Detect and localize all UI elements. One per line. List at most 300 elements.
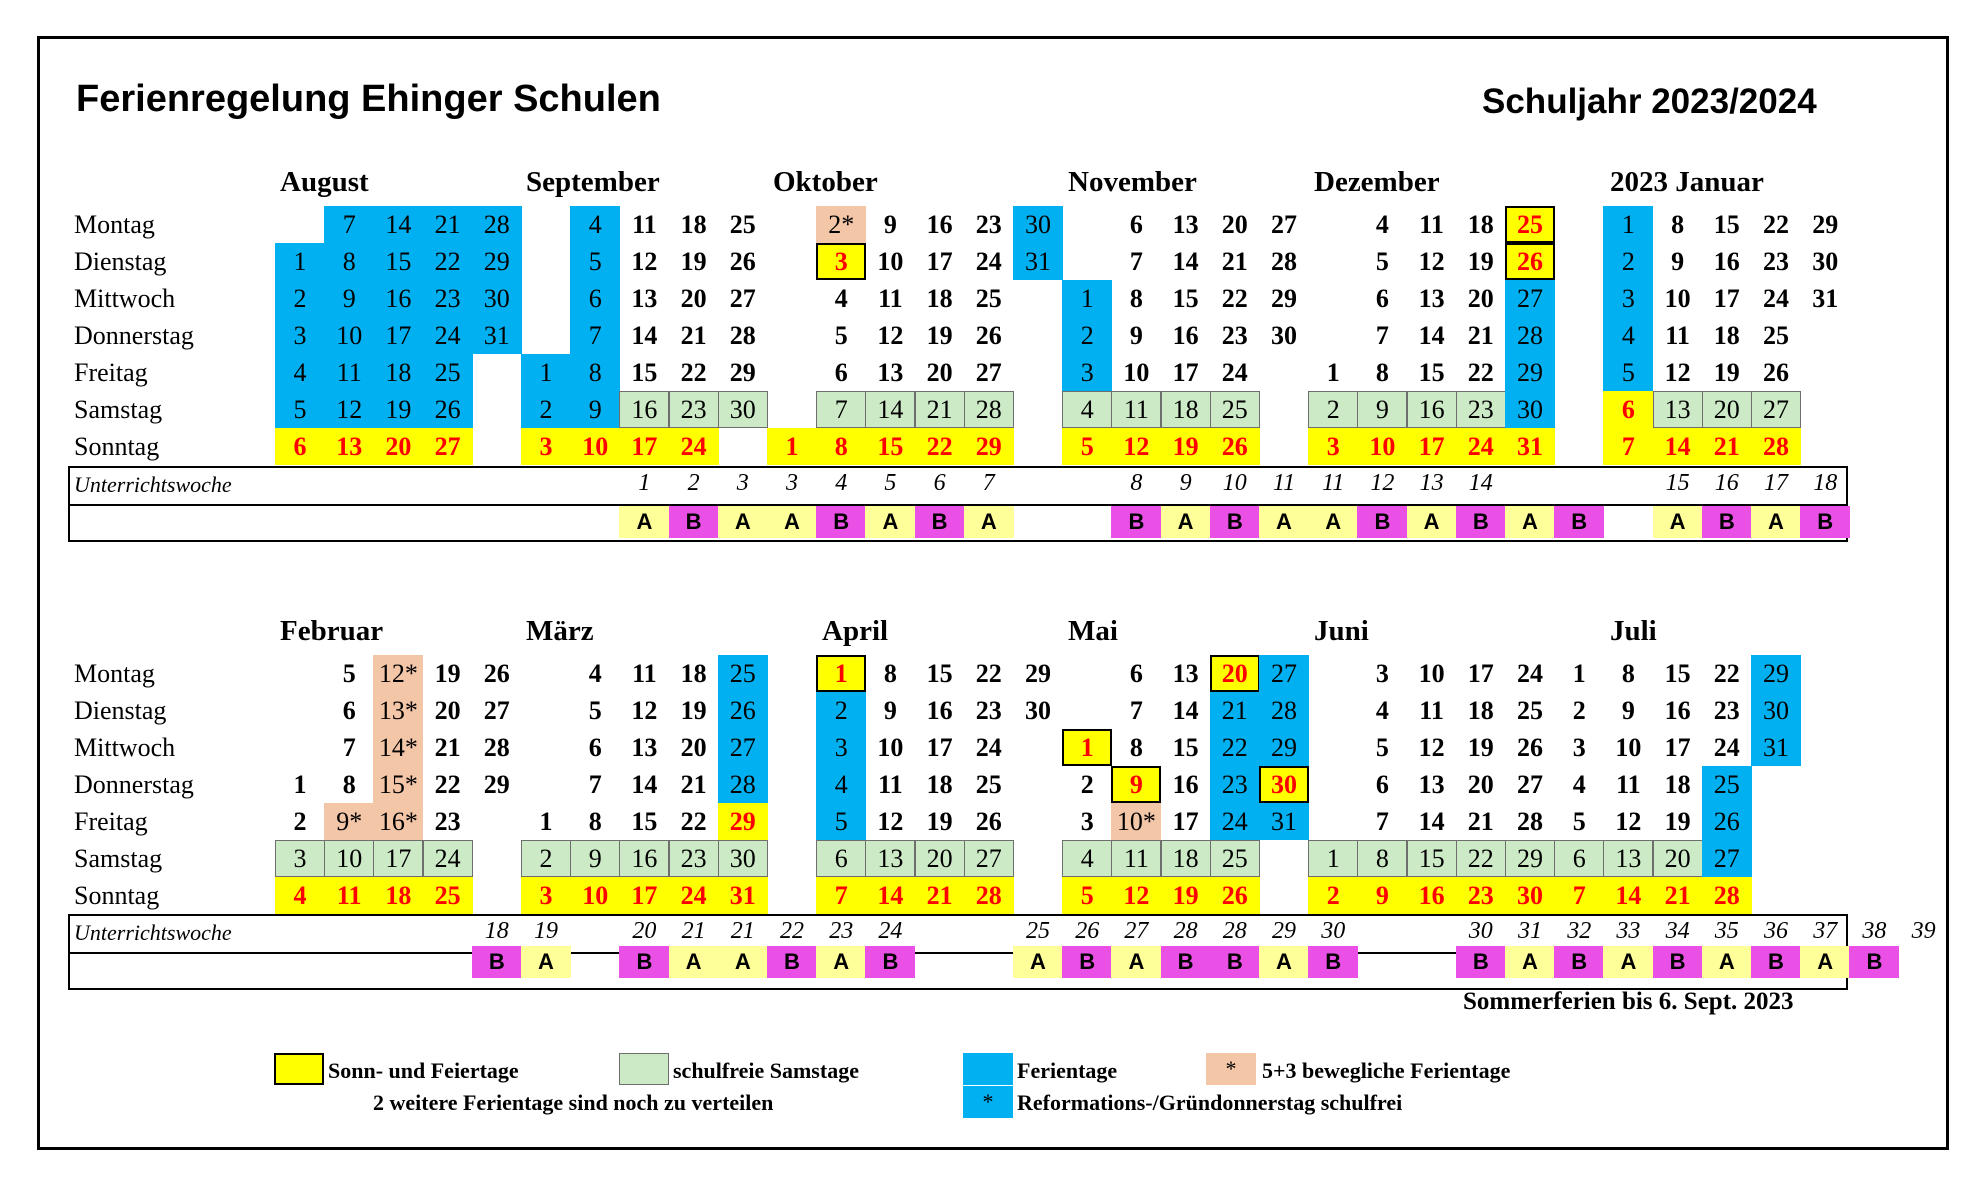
day-cell-school-day: 15: [1418, 357, 1445, 387]
day-cell-school-day: 10: [1418, 658, 1445, 688]
day-cell-school-day: 26: [1517, 732, 1543, 762]
page-title: Ferienregelung Ehinger Schulen: [76, 78, 661, 120]
day-cell-vacation-day: 4: [570, 206, 620, 243]
day-cell-school-day: 13: [631, 732, 658, 762]
month-label: 2023 Januar: [1610, 166, 1764, 198]
day-cell-school-day: 9: [1671, 246, 1685, 276]
week-number: 5: [884, 470, 897, 496]
day-cell-school-day: 3: [1375, 658, 1389, 688]
legend-label-reformation: Reformations-/Gründonnerstag schulfrei: [1017, 1090, 1403, 1115]
weekday-label: Mittwoch: [74, 733, 176, 762]
day-cell-sunday-holiday: 28: [1751, 428, 1801, 465]
day-cell-school-day: 13: [877, 357, 904, 387]
day-cell-free-saturday: 30: [718, 391, 768, 428]
day-cell-school-day: 7: [342, 732, 356, 762]
week-number: 28: [1222, 918, 1247, 944]
day-cell-sunday-holiday: 14: [865, 877, 915, 914]
day-cell-sunday-holiday: 10: [570, 428, 620, 465]
day-cell-free-saturday: 27: [964, 840, 1014, 877]
day-cell-vacation-day: 5: [275, 391, 325, 428]
day-cell-school-day: 10: [877, 246, 904, 276]
day-cell-sunday-holiday: 1: [767, 428, 817, 465]
day-cell-free-saturday: 4: [1062, 840, 1112, 877]
day-cell-school-day: 14: [631, 769, 658, 799]
day-cell-school-day: 8: [883, 658, 897, 688]
weekday-label: Freitag: [74, 807, 148, 836]
day-cell-free-saturday: 30: [718, 840, 768, 877]
day-cell-vacation-day: 2: [1062, 317, 1112, 354]
day-cell-sunday-holiday: 3: [1308, 428, 1358, 465]
week-type-a: A: [718, 946, 768, 978]
day-cell-vacation-day: 22: [423, 243, 473, 280]
day-cell-vacation-day: 30: [1751, 692, 1801, 729]
day-cell-school-day: 9: [1621, 695, 1635, 725]
day-cell-vacation-day: 1: [275, 243, 325, 280]
day-cell-school-day: 19: [1467, 732, 1494, 762]
day-cell-school-day: 1: [293, 769, 307, 799]
day-cell-free-saturday: 18: [1161, 840, 1211, 877]
day-cell-school-day: 4: [1375, 209, 1389, 239]
day-cell-vacation-day: 1: [521, 354, 571, 391]
week-number: 28: [1173, 918, 1198, 944]
day-cell-free-saturday: 22: [1456, 840, 1506, 877]
day-cell-school-day: 28: [1271, 246, 1297, 276]
day-cell-school-day: 29: [1271, 283, 1297, 313]
day-cell-school-day: 20: [680, 732, 707, 762]
day-cell-sunday-holiday: 21: [1702, 428, 1752, 465]
week-number: 9: [1179, 470, 1192, 496]
day-cell-school-day: 11: [632, 209, 657, 239]
day-cell-sunday-holiday: 26: [1210, 428, 1260, 465]
day-cell-school-day: 13: [1172, 658, 1199, 688]
day-cell-sunday-holiday: 7: [1603, 428, 1653, 465]
day-cell-vacation-day: 10: [324, 317, 374, 354]
month-label: Dezember: [1314, 166, 1440, 198]
day-cell-school-day: 8: [1671, 209, 1685, 239]
day-cell-vacation-day: 2: [1603, 243, 1653, 280]
day-cell-movable-day: 9*: [324, 803, 374, 840]
day-cell-school-day: 18: [1664, 769, 1691, 799]
legend-note-more-days: 2 weitere Ferientage sind noch zu verteilen: [373, 1090, 774, 1115]
month-label: März: [526, 615, 594, 647]
weekday-label: Mittwoch: [74, 284, 176, 313]
day-cell-vacation-day: 18: [373, 354, 423, 391]
day-cell-school-day: 22: [680, 357, 707, 387]
day-cell-school-day: 4: [1375, 695, 1389, 725]
week-type-b: B: [1554, 506, 1604, 538]
day-cell-vacation-day: 28: [1259, 692, 1309, 729]
day-cell-vacation-day: 3: [1062, 354, 1112, 391]
day-cell-school-day: 17: [1172, 357, 1199, 387]
week-number: 21: [681, 918, 706, 944]
day-cell-vacation-day: 12: [324, 391, 374, 428]
day-cell-free-saturday: 9: [1357, 391, 1407, 428]
day-cell-school-day: 21: [1467, 806, 1494, 836]
day-cell-school-day: 21: [1467, 320, 1494, 350]
day-cell-school-day: 29: [729, 357, 756, 387]
day-cell-movable-day: 16*: [373, 803, 423, 840]
weekday-label: Sonntag: [74, 432, 160, 461]
day-cell-movable-day: 12*: [373, 655, 423, 692]
day-cell-vacation-day: 5: [816, 803, 866, 840]
day-cell-school-day: 8: [1129, 283, 1143, 313]
day-cell-sunday-holiday: 10: [570, 877, 620, 914]
day-cell-school-day: 7: [1375, 806, 1389, 836]
day-cell-school-day: 25: [975, 769, 1002, 799]
day-cell-vacation-day: 3: [1603, 280, 1653, 317]
day-cell-sunday-holiday: 15: [865, 428, 915, 465]
week-type-a: A: [816, 946, 866, 978]
week-type-b: B: [767, 946, 817, 978]
day-cell-sunday-holiday: 21: [1653, 877, 1703, 914]
weekday-label: Montag: [74, 659, 155, 688]
day-cell-sunday-holiday: 24: [669, 877, 719, 914]
day-cell-sunday-holiday: 17: [1407, 428, 1457, 465]
day-cell-free-saturday: 29: [1505, 840, 1555, 877]
day-cell-vacation-day: 5: [1603, 354, 1653, 391]
day-cell-free-saturday: 24: [423, 840, 473, 877]
day-cell-school-day: 20: [1221, 209, 1248, 239]
day-cell-school-day: 18: [926, 769, 953, 799]
day-cell-vacation-day: 7: [570, 317, 620, 354]
day-cell-school-day: 27: [729, 283, 756, 313]
day-cell-school-day: 18: [1467, 695, 1494, 725]
day-cell-school-day: 5: [1375, 732, 1389, 762]
day-cell-free-saturday: 23: [669, 391, 719, 428]
day-cell-school-day: 10: [1123, 357, 1150, 387]
week-type-a: A: [1407, 506, 1457, 538]
day-cell-vacation-day: 29: [1751, 655, 1801, 692]
day-cell-sunday-holiday: 3: [521, 428, 571, 465]
day-cell-free-saturday: 2: [1308, 391, 1358, 428]
week-type-b: B: [1062, 946, 1112, 978]
day-cell-school-day: 7: [1129, 695, 1143, 725]
day-cell-sunday-holiday: 3: [521, 877, 571, 914]
day-cell-vacation-day: 22: [1210, 729, 1260, 766]
day-cell-school-day: 30: [1271, 320, 1297, 350]
day-cell-free-saturday: 13: [1653, 391, 1703, 428]
day-cell-school-day: 15: [1172, 283, 1199, 313]
week-number: 30: [1321, 918, 1346, 944]
week-type-a: A: [1308, 506, 1358, 538]
day-cell-school-day: 16: [1172, 769, 1199, 799]
day-cell-school-day: 14: [1418, 806, 1445, 836]
day-cell-vacation-day: 27: [1702, 840, 1752, 877]
week-number: 21: [730, 918, 755, 944]
week-number: 11: [1272, 470, 1296, 496]
day-cell-school-day: 14: [631, 320, 658, 350]
week-type-b: B: [1751, 946, 1801, 978]
day-cell-school-day: 13: [1172, 209, 1199, 239]
day-cell-free-saturday: 17: [373, 840, 423, 877]
week-type-a: A: [865, 506, 915, 538]
day-cell-free-saturday: 16: [1407, 391, 1457, 428]
day-cell-sunday-holiday: 21: [915, 877, 965, 914]
week-number: 1: [638, 470, 651, 496]
day-cell-school-day: 20: [926, 357, 953, 387]
week-number: 34: [1665, 918, 1690, 944]
week-number: 18: [484, 918, 509, 944]
legend-swatch-saturday: [619, 1053, 669, 1085]
week-number: 10: [1222, 470, 1247, 496]
day-cell-vacation-day: 28: [472, 206, 522, 243]
day-cell-free-saturday: 21: [915, 391, 965, 428]
day-cell-free-saturday: 16: [619, 840, 669, 877]
day-cell-free-saturday: 16: [619, 391, 669, 428]
day-cell-school-day: 11: [1419, 209, 1444, 239]
day-cell-school-day: 12: [631, 246, 658, 276]
month-label: Juli: [1610, 615, 1657, 647]
day-cell-school-day: 25: [1763, 320, 1789, 350]
day-cell-school-day: 27: [1517, 769, 1543, 799]
week-number: 38: [1862, 918, 1887, 944]
day-cell-school-day: 3: [1572, 732, 1586, 762]
day-cell-public-holiday: 9: [1111, 766, 1161, 803]
week-number: 25: [1026, 918, 1050, 944]
day-cell-school-day: 11: [878, 769, 903, 799]
day-cell-school-day: 22: [1763, 209, 1789, 239]
day-cell-school-day: 25: [1517, 695, 1543, 725]
day-cell-school-day: 18: [680, 209, 707, 239]
day-cell-vacation-day: 29: [1505, 354, 1555, 391]
week-number: 37: [1813, 918, 1838, 944]
day-cell-free-saturday: 9: [570, 840, 620, 877]
day-cell-vacation-day: 26: [1702, 803, 1752, 840]
day-cell-school-day: 22: [1713, 658, 1740, 688]
day-cell-school-day: 22: [680, 806, 707, 836]
week-number: 33: [1616, 918, 1641, 944]
day-cell-school-day: 28: [483, 732, 510, 762]
day-cell-vacation-day: 2: [275, 280, 325, 317]
day-cell-school-day: 6: [1375, 283, 1389, 313]
day-cell-school-day: 11: [1616, 769, 1641, 799]
week-type-b: B: [472, 946, 522, 978]
day-cell-sunday-holiday: 7: [816, 877, 866, 914]
week-type-b: B: [1210, 946, 1260, 978]
day-cell-sunday-holiday: 27: [423, 428, 473, 465]
day-cell-vacation-day: 6: [570, 280, 620, 317]
day-cell-movable-day: 15*: [373, 766, 423, 803]
week-type-a: A: [669, 946, 719, 978]
day-cell-vacation-day: 31: [1259, 803, 1309, 840]
legend-label-sunday: Sonn- und Feiertage: [328, 1058, 519, 1083]
day-cell-free-saturday: 1: [1308, 840, 1358, 877]
day-cell-school-day: 24: [1713, 732, 1740, 762]
day-cell-sunday-holiday: 16: [1407, 877, 1457, 914]
month-label: Mai: [1068, 615, 1118, 647]
week-number: 29: [1272, 918, 1296, 944]
week-type-a: A: [521, 946, 571, 978]
legend-movable-marker: *: [1225, 1056, 1237, 1081]
day-cell-sunday-holiday: 17: [619, 428, 669, 465]
day-cell-free-saturday: 15: [1407, 840, 1457, 877]
day-cell-free-saturday: 13: [865, 840, 915, 877]
week-type-a: A: [1505, 506, 1555, 538]
day-cell-vacation-day: 25: [718, 655, 768, 692]
day-cell-school-day: 17: [1467, 658, 1494, 688]
week-type-a: A: [1259, 506, 1309, 538]
day-cell-school-day: 29: [483, 769, 510, 799]
day-cell-school-day: 15: [1713, 209, 1740, 239]
day-cell-vacation-day: 1: [1603, 206, 1653, 243]
month-label: April: [822, 615, 889, 647]
day-cell-sunday-holiday: 31: [718, 877, 768, 914]
week-number: 12: [1370, 470, 1395, 496]
week-type-a: A: [1800, 946, 1850, 978]
day-cell-sunday-holiday: 25: [423, 877, 473, 914]
day-cell-school-day: 6: [1375, 769, 1389, 799]
legend-swatch-vacation: [963, 1053, 1013, 1085]
day-cell-school-day: 18: [926, 283, 953, 313]
day-cell-vacation-day: 31: [1751, 729, 1801, 766]
day-cell-school-day: 28: [729, 320, 756, 350]
day-cell-school-day: 10: [1664, 283, 1691, 313]
week-type-b: B: [1653, 946, 1703, 978]
week-type-b: B: [619, 946, 669, 978]
day-cell-school-day: 26: [975, 806, 1002, 836]
day-cell-vacation-day: 4: [816, 766, 866, 803]
day-cell-vacation-day: 19: [373, 391, 423, 428]
weekday-label: Freitag: [74, 358, 148, 387]
day-cell-school-day: 22: [975, 658, 1002, 688]
day-cell-school-day: 6: [834, 357, 848, 387]
week-number: 31: [1518, 918, 1542, 944]
week-type-b: B: [865, 946, 915, 978]
day-cell-movable-day: 10*: [1111, 803, 1161, 840]
day-cell-vacation-day: 28: [718, 766, 768, 803]
day-cell-free-saturday: 2: [521, 840, 571, 877]
day-cell-sunday-holiday: 20: [373, 428, 423, 465]
day-cell-vacation-day: 25: [1702, 766, 1752, 803]
day-cell-school-day: 12: [1664, 357, 1691, 387]
day-cell-sunday-holiday: 31: [1505, 428, 1555, 465]
day-cell-school-day: 19: [434, 658, 461, 688]
day-cell-free-saturday: 10: [324, 840, 374, 877]
day-cell-sunday-holiday: 28: [1702, 877, 1752, 914]
week-type-b: B: [1456, 946, 1506, 978]
weekday-label: Samstag: [74, 844, 163, 873]
day-cell-school-day: 3: [1080, 806, 1094, 836]
day-cell-school-day: 8: [1621, 658, 1635, 688]
day-cell-vacation-day: 29: [1259, 729, 1309, 766]
day-cell-sunday-holiday: 11: [324, 877, 374, 914]
day-cell-school-day: 19: [1467, 246, 1494, 276]
day-cell-free-saturday: 25: [1210, 391, 1260, 428]
day-cell-free-saturday: 11: [1111, 391, 1161, 428]
day-cell-free-saturday: 6: [1554, 840, 1604, 877]
day-cell-sunday-holiday: 8: [816, 428, 866, 465]
week-number: 2: [687, 470, 700, 496]
day-cell-school-day: 26: [975, 320, 1002, 350]
day-cell-sunday-holiday: 14: [1653, 428, 1703, 465]
day-cell-school-day: 18: [680, 658, 707, 688]
legend-swatch-movable: [1206, 1053, 1256, 1085]
day-cell-school-day: 6: [1129, 658, 1143, 688]
week-type-b: B: [1702, 506, 1752, 538]
week-type-a: A: [1505, 946, 1555, 978]
week-number: 27: [1124, 918, 1149, 944]
day-cell-school-day: 15: [1172, 732, 1199, 762]
day-cell-school-day: 1: [1326, 357, 1340, 387]
day-cell-school-day: 15: [926, 658, 953, 688]
day-cell-vacation-day: 1: [1062, 280, 1112, 317]
week-number: 18: [1813, 470, 1838, 496]
day-cell-vacation-day: 27: [1505, 280, 1555, 317]
day-cell-school-day: 12: [1615, 806, 1642, 836]
day-cell-school-day: 27: [975, 357, 1002, 387]
day-cell-free-saturday: 14: [865, 391, 915, 428]
day-cell-vacation-day: 25: [423, 354, 473, 391]
school-year-label: Schuljahr 2023/2024: [1482, 82, 1817, 121]
day-cell-school-day: 24: [1221, 357, 1248, 387]
day-cell-public-holiday: 30: [1259, 766, 1309, 803]
day-cell-school-day: 16: [1713, 246, 1740, 276]
day-cell-school-day: 17: [1713, 283, 1740, 313]
day-cell-school-day: 20: [434, 695, 461, 725]
week-number: 6: [933, 470, 946, 496]
day-cell-school-day: 29: [1812, 209, 1839, 239]
day-cell-school-day: 23: [1713, 695, 1740, 725]
day-cell-school-day: 15: [631, 357, 658, 387]
day-cell-school-day: 25: [975, 283, 1002, 313]
day-cell-school-day: 17: [1172, 806, 1199, 836]
day-cell-sunday-holiday: 5: [1062, 428, 1112, 465]
day-cell-vacation-day: 9: [324, 280, 374, 317]
month-label: August: [280, 166, 369, 198]
day-cell-vacation-day: 7: [324, 206, 374, 243]
day-cell-vacation-day: 27: [1259, 655, 1309, 692]
day-cell-school-day: 20: [1467, 283, 1494, 313]
week-type-a: A: [1653, 506, 1703, 538]
day-cell-vacation-day: 16: [373, 280, 423, 317]
day-cell-vacation-day: 28: [1505, 317, 1555, 354]
school-week-label: Unterrichtswoche: [74, 920, 232, 945]
day-cell-school-day: 9: [883, 209, 897, 239]
day-cell-school-day: 5: [588, 695, 602, 725]
week-type-a: A: [1259, 946, 1309, 978]
day-cell-free-saturday: 6: [816, 840, 866, 877]
week-type-b: B: [1554, 946, 1604, 978]
week-type-b: B: [915, 506, 965, 538]
week-type-a: A: [1702, 946, 1752, 978]
day-cell-vacation-day: 31: [472, 317, 522, 354]
day-cell-school-day: 7: [1129, 246, 1143, 276]
day-cell-school-day: 22: [1467, 357, 1494, 387]
summer-holidays-note: Sommerferien bis 6. Sept. 2023: [1463, 988, 1794, 1015]
day-cell-school-day: 20: [680, 283, 707, 313]
month-label: November: [1068, 166, 1197, 198]
day-cell-school-day: 23: [434, 806, 461, 836]
day-cell-public-holiday: 3: [816, 243, 866, 280]
week-number: 23: [829, 918, 854, 944]
week-type-b: B: [1111, 506, 1161, 538]
day-cell-school-day: 24: [1763, 283, 1789, 313]
day-cell-school-day: 9: [1129, 320, 1143, 350]
week-type-b: B: [1800, 506, 1850, 538]
day-cell-school-day: 18: [1713, 320, 1740, 350]
day-cell-school-day: 19: [680, 246, 707, 276]
day-cell-school-day: 31: [1812, 283, 1839, 313]
week-type-a: A: [1603, 946, 1653, 978]
day-cell-vacation-day: 2: [816, 692, 866, 729]
day-cell-school-day: 19: [926, 320, 953, 350]
day-cell-vacation-day: 4: [275, 354, 325, 391]
day-cell-vacation-day: 4: [1603, 317, 1653, 354]
day-cell-vacation-day: 24: [1210, 803, 1260, 840]
day-cell-school-day: 4: [1572, 769, 1586, 799]
day-cell-school-day: 17: [926, 246, 953, 276]
day-cell-sunday-holiday: 14: [1603, 877, 1653, 914]
